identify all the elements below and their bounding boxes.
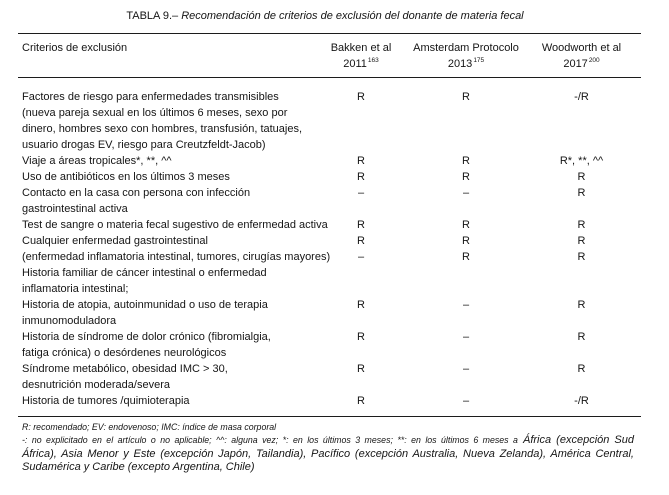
criterion-line: Historia de atopia, autoinmunidad o uso de terapia: [22, 299, 268, 311]
criterion-line: fatiga crónica) o desórdenes neurológicos: [22, 347, 227, 359]
footnote-symbols: -: no explicitado en el artículo o no aplicable; ^^: alguna vez; *: en los últimos 3 meses; **: en los últimos 6 meses a: [22, 435, 518, 446]
table-caption: Recomendación de criterios de exclusión del donante de materia fecal: [181, 10, 524, 22]
amsterdam-value: R: [462, 251, 470, 263]
woodworth-value: R: [577, 187, 586, 199]
table-row: [18, 217, 641, 233]
criterion-line: Cualquier enfermedad gastrointestinal: [22, 235, 208, 247]
table-body: [18, 78, 641, 416]
criterion-line: Contacto en la casa con persona con infección: [22, 187, 251, 199]
table-row: [18, 265, 641, 297]
criterion-cell: [18, 297, 329, 329]
amsterdam-value: –: [462, 331, 470, 343]
criterion-line: Historia de síndrome de dolor crónico (fibromialgia,: [22, 331, 271, 343]
table-title: [0, 8, 650, 24]
amsterdam-value: –: [462, 299, 470, 311]
amsterdam-value: –: [462, 395, 470, 407]
criterion-cell: [18, 329, 329, 361]
criterion-cell: [18, 233, 329, 249]
criterion-cell: [18, 89, 329, 153]
bakken-value: R: [357, 91, 365, 103]
footnote-abbreviations: R: recomendado; EV: endovenoso; IMC: índice de masa corporal: [22, 422, 277, 432]
bakken-value: R: [357, 331, 365, 343]
criterion-cell: [18, 185, 329, 217]
woodworth-value: R: [577, 235, 586, 247]
amsterdam-value: R: [462, 91, 470, 103]
bakken-value: R: [357, 171, 365, 183]
table-row: [18, 233, 641, 249]
criterion-line: Factores de riesgo para enfermedades transmisibles: [22, 91, 279, 103]
criterion-line: Síndrome metabólico, obesidad IMC > 30,: [22, 363, 228, 375]
table-header: [18, 34, 641, 78]
criterion-line: Historia familiar de cáncer intestinal o enfermedad: [22, 267, 267, 279]
amsterdam-value: –: [462, 363, 470, 375]
woodworth-value: R: [577, 363, 586, 375]
criterion-line: Historia de tumores /quimioterapia: [22, 395, 190, 407]
study-name: Bakken et al: [330, 42, 392, 54]
woodworth-value: R: [577, 299, 586, 311]
column-header-bakken: [329, 34, 393, 78]
table-row: [18, 89, 641, 153]
amsterdam-value: R: [462, 235, 470, 247]
criterion-cell: [18, 169, 329, 185]
body-bottom-spacer: [18, 409, 641, 416]
study-year-value: 2017: [563, 58, 588, 70]
table-footnotes: [22, 421, 634, 474]
footnote-regions-line-2: África), Asia Menor y Este (excepción Japón, Tailandia), Pacífico (excepción Australia, Nueva Zelanda), América Central,: [22, 447, 634, 460]
study-reference: 200: [588, 57, 600, 64]
study-reference: 175: [473, 57, 485, 64]
criterion-line: gastrointestinal activa: [22, 203, 128, 215]
column-header-amsterdam: [393, 34, 539, 78]
criterion-line: Viaje a áreas tropicales*, **, ^^: [22, 155, 172, 167]
bakken-value: –: [357, 187, 365, 199]
woodworth-value: R: [577, 219, 586, 231]
exclusion-criteria-table: [18, 33, 641, 417]
criterion-line: inmunomoduladora: [22, 315, 117, 327]
criterion-line: usuario drogas EV, riesgo para Creutzfeldt-Jacob): [22, 139, 266, 151]
amsterdam-value: R: [462, 219, 470, 231]
amsterdam-value: [393, 265, 539, 297]
body-top-spacer-cell: [18, 78, 641, 89]
criterion-line: Test de sangre o materia fecal sugestivo de enfermedad activa: [22, 219, 328, 231]
criterion-line: desnutrición moderada/severa: [22, 379, 170, 391]
bakken-value: R: [357, 363, 365, 375]
criterion-line: (enfermedad inflamatoria intestinal, tumores, cirugías mayores): [22, 251, 331, 263]
criterion-cell: [18, 265, 329, 297]
table-row: [18, 297, 641, 329]
table-row: [18, 185, 641, 217]
study-name: Amsterdam Protocolo: [413, 42, 519, 54]
study-year: [329, 56, 393, 72]
bakken-value: R: [357, 235, 365, 247]
criterion-line: (nueva pareja sexual en los últimos 6 meses, sexo por: [22, 107, 288, 119]
bakken-value: –: [357, 251, 365, 263]
body-top-spacer: [18, 78, 641, 89]
criterion-cell: [18, 249, 329, 265]
amsterdam-value: R: [462, 171, 470, 183]
bakken-value: R: [357, 219, 365, 231]
study-year-value: 2013: [447, 58, 473, 70]
table-row: [18, 169, 641, 185]
study-reference: 163: [367, 57, 379, 64]
body-bottom-spacer-cell: [18, 409, 641, 416]
woodworth-value: -/R: [574, 395, 589, 407]
table-row: [18, 153, 641, 169]
footnote-symbols-line: [22, 434, 634, 447]
column-header-criteria: Criterios de exclusión: [18, 34, 329, 78]
criterion-cell: [18, 153, 329, 169]
criterion-cell: [18, 393, 329, 409]
table-number: TABLA 9.–: [126, 10, 179, 22]
criterion-line: dinero, hombres sexo con hombres, transfusión, tatuajes,: [22, 123, 303, 135]
footnote-regions-line-1: África (excepción Sud: [523, 434, 635, 447]
bakken-value: R: [357, 299, 365, 311]
criterion-cell: [18, 361, 329, 393]
woodworth-value: R: [577, 331, 586, 343]
study-year: [539, 56, 624, 72]
bakken-value: R: [357, 155, 365, 167]
criterion-cell: [18, 217, 329, 233]
footnote-regions-line-3: Sudamérica y Caribe (excepto Argentina, Chile): [22, 460, 255, 473]
amsterdam-value: –: [462, 187, 470, 199]
amsterdam-value: R: [462, 155, 470, 167]
bakken-value: [329, 265, 393, 297]
woodworth-value: R: [577, 251, 586, 263]
table-row: [18, 393, 641, 409]
woodworth-value: R*, **, ^^: [559, 155, 604, 167]
header-row: [18, 34, 641, 78]
criterion-line: Uso de antibióticos en los últimos 3 meses: [22, 171, 230, 183]
woodworth-value: -/R: [574, 91, 589, 103]
study-year-value: 2011: [343, 58, 367, 70]
table-row: [18, 361, 641, 393]
bakken-value: R: [357, 395, 365, 407]
woodworth-value: R: [577, 171, 586, 183]
table-row: [18, 329, 641, 361]
study-year: [393, 56, 539, 72]
study-name: Woodworth et al: [541, 42, 622, 54]
table-row: [18, 249, 641, 265]
woodworth-value: [539, 265, 641, 297]
column-header-woodworth: [539, 34, 641, 78]
criterion-line: inflamatoria intestinal;: [22, 283, 129, 295]
